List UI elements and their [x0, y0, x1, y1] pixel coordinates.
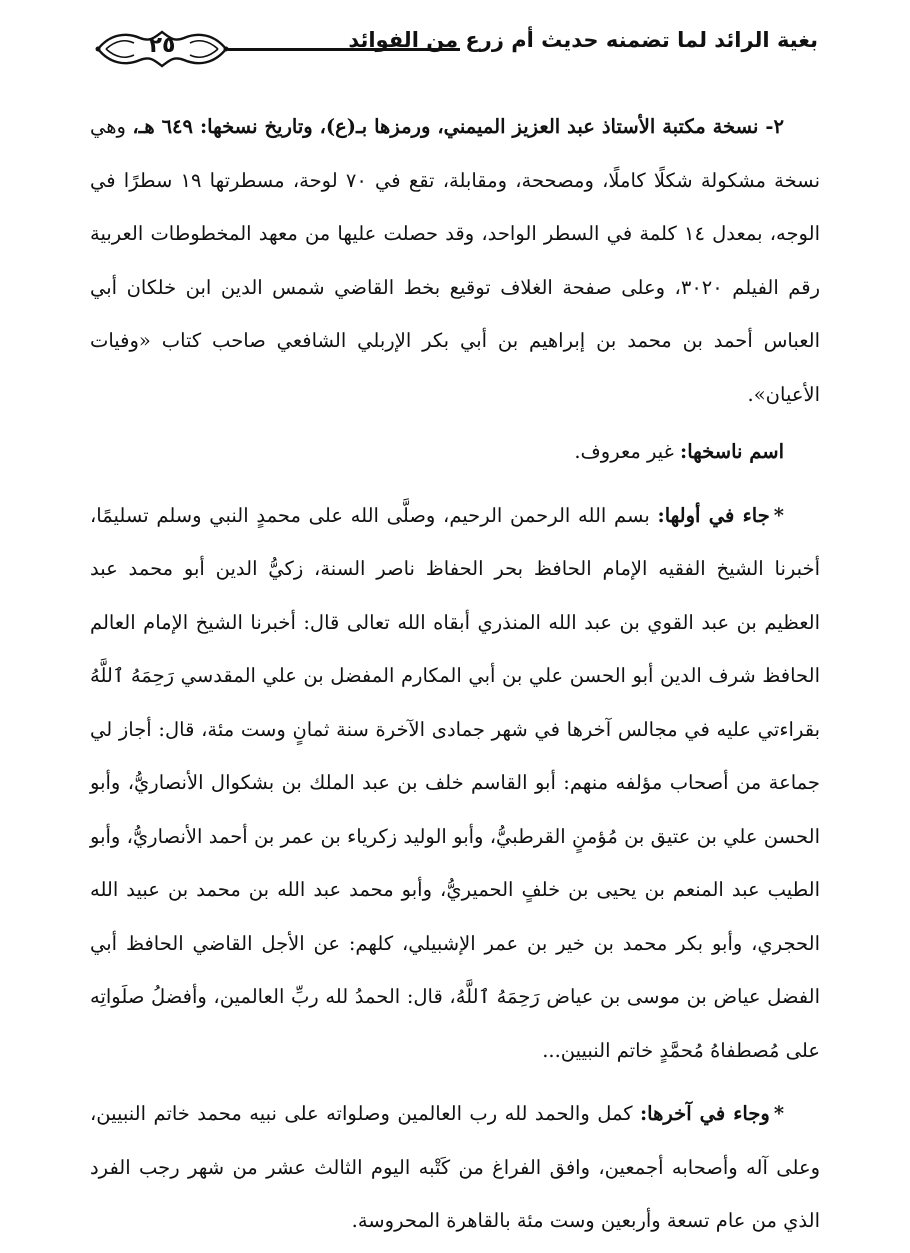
page-body	[90, 100, 820, 1248]
beginning-paragraph	[90, 489, 820, 1078]
copyist-value: غير معروف.	[574, 440, 674, 463]
bullet-star: *	[773, 1102, 785, 1125]
manuscript-description: وهي نسخة مشكولة شكلًا كاملًا، ومصححة، ومقابلة، تقع في ٧٠ لوحة، مسطرتها ١٩ سطرًا في الوجه، بمعدل ١٤ كلمة في السطر الواحد، وقد حصلت عليها من معهد المخطوطات العربية رقم الفيلم ٣٠٢٠، وعلى صفحة الغلاف توقيع بخط القاضي شمس الدين ابن خلكان أبي العباس أحمد بن محمد بن إبراهيم بن أبي بكر الإربلي الشافعي صاحب كتاب «وفيات الأعيان».	[90, 115, 821, 406]
page-number: ٢٥	[148, 33, 176, 58]
running-title: بغية الرائد لما تضمنه حديث أم زرع من الفوائد	[348, 28, 818, 52]
beginning-text: بسم الله الرحمن الرحيم، وصلَّى الله على محمدٍ النبي وسلم تسليمًا، أخبرنا الشيخ الفقيه الإمام الحافظ بحر الحفاظ ناصر السنة، زكيُّ الدين أبو محمد عبد العظيم بن عبد القوي بن عبد الله المنذري أبقاه الله تعالى قال: أخبرنا الشيخ الإمام العالم الحافظ شرف الدين أبو الحسن علي بن أبي المكارم المفضل بن علي المقدسي رَحِمَهُ ٱللَّهُ بقراءتي عليه في مجالس آخرها في شهر جمادى الآخرة سنة ثمانٍ وست مئة، قال: أجاز لي جماعة من أصحاب مؤلفه منهم: أبو القاسم خلف بن عبد الملك بن بشكوال الأنصاريُّ، وأبو الحسن علي بن عتيق بن مُؤمنٍ القرطبيُّ، وأبو الوليد زكرياء بن عمر بن أحمد الأنصاريُّ، وأبو الطيب عبد المنعم بن يحيى بن خلفٍ الحميريُّ، وأبو محمد عبد الله بن محمد بن عبيد الله الحجري، وأبو بكر محمد بن خير بن عمر الإشبيلي، كلهم: عن الأجل القاضي الحافظ أبي الفضل عياض بن موسى بن عياض رَحِمَهُ ٱللَّهُ، قال: الحمدُ لله ربِّ العالمين، وأفضلُ صلَواتِه على مُصطفاهُ مُحمَّدٍ خاتم النبيين...	[90, 503, 820, 1062]
manuscript-description-paragraph	[90, 100, 820, 421]
bullet-star: *	[773, 503, 784, 527]
ending-label: وجاء في آخرها:	[639, 1102, 770, 1125]
ending-text: كمل والحمد لله رب العالمين وصلواته على نبيه محمد خاتم النبيين، وعلى آله وأصحابه أجمعين، وافق الفراغ من كَتْبه اليوم الثالث عشر من شهر رجب الفرد الذي من عام تسعة وأربعين وست مئة بالقاهرة المحروسة.	[90, 1102, 820, 1232]
manuscript-heading: ٢- نسخة مكتبة الأستاذ عبد العزيز الميمني، ورمزها بـ(ع)، وتاريخ نسخها: ٦٤٩ هـ،	[132, 115, 784, 138]
copyist-paragraph	[90, 425, 820, 479]
beginning-label: جاء في أولها:	[657, 503, 770, 527]
copyist-label: اسم ناسخها:	[680, 440, 784, 463]
running-header	[92, 26, 818, 72]
ending-paragraph	[90, 1087, 820, 1248]
